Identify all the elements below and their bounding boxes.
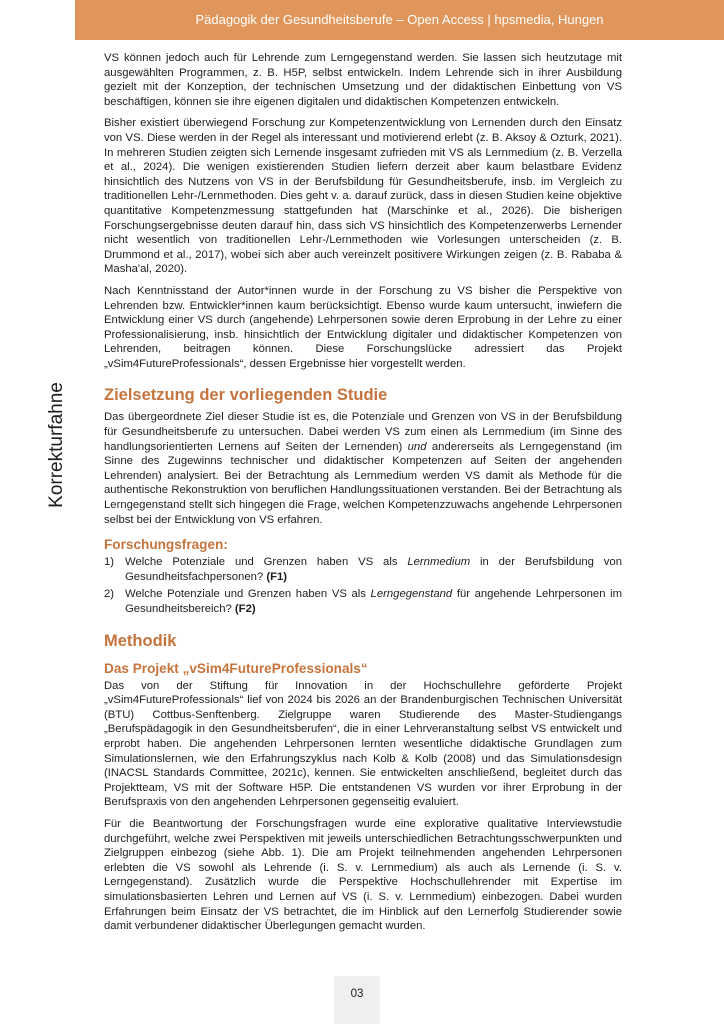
paragraph-4-und: und bbox=[407, 440, 427, 453]
question-emphasis: Lerngegenstand bbox=[370, 588, 453, 601]
paragraph-6: Für die Beantwortung der Forschungsfragen wurde eine explorative qualitative Interviewstudie durchgeführt, welche zwei Perspektiven mit jeweils unterschiedlichen Betrachtungsschwerpunkten und Zielgruppen einbezog (siehe Abb. 1). Die am Projekt teilnehmenden angehenden Lehrpersonen erlebten die VS sowohl als Lehrende (i. S. v. Lernmedium) als auch als Lernende (i. S. v. Lerngegenstand). Zusätzlich wurde die Perspektive Hochschullehrender mit Expertise im simulationsbasierten Lehren und Lernen auf VS (i. S. v. Lernmedium) einbezogen. Dabei wurden Erfahrungen beim Einsatz der VS betrachtet, die im Hinblick auf den Lernerfolg Studierender sowie damit verbundener didaktischer Überlegungen gemacht wurden. bbox=[104, 817, 622, 933]
question-number: 1) bbox=[104, 556, 115, 569]
side-tab bbox=[44, 370, 70, 520]
paragraph-3: Nach Kenntnisstand der Autor*innen wurde in der Forschung zu VS bisher die Perspektive von Lehrenden bzw. Entwickler*innen kaum berücksichtigt. Ebenso wurde kaum untersucht, inwiefern die Entwicklung einer VS durch (angehende) Lehrpersonen sowie deren Erprobung in der Lehre zu einer Professionalisierung, insb. hinsichtlich der Entwicklung digitaler und didaktischer Kompetenzen von Lehrenden, beitragen können. Diese Forschungslücke adressiert das Projekt „vSim4FutureProfessionals“, dessen Ergebnisse hier vorgestellt werden. bbox=[104, 284, 622, 370]
research-question bbox=[104, 555, 622, 584]
question-emphasis: Lernmedium bbox=[407, 556, 471, 569]
question-tag: (F2) bbox=[234, 603, 256, 615]
paragraph-4 bbox=[104, 410, 622, 527]
paragraph-4-part-b: andererseits als Lerngegenstand (im Sinne des Zugewinns technischer und didaktischer Kompetenzen auf Seiten der angehenden Lehrenden) analysiert. Bei der Betrachtung als Lernmedium werden VS damit als Methode für die authentische Rekonstruktion von beruflichen Handlungssituationen verstanden. Bei der Betrachtung als Lerngegenstand stellt sich hingegen die Frage, welchen Kompetenzzuwachs angehende Lehrpersonen selbst bei der Entwicklung von VS erfahren. bbox=[104, 440, 622, 526]
running-title: Pädagogik der Gesundheitsberufe – Open Access | hpsmedia, Hungen bbox=[195, 12, 604, 27]
paragraph-2: Bisher existiert überwiegend Forschung zur Kompetenzentwicklung von Lernenden durch den Einsatz von VS. Diese werden in der Regel als interessant und motivierend erlebt (z. B. Aksoy & Ozturk, 2021). In mehreren Studien zeigten sich Lernende insgesamt zufrieden mit VS als Lernmedium (z. B. Verzella et al., 2024). Die wenigen existierenden Studien liefern derzeit aber kaum belastbare Evidenz hinsichtlich des Nutzens von VS in der Berufsbildung für Gesundheitsberufe, insb. im Vergleich zu traditionellen Lehr-/Lernmethoden. Dies geht v. a. darauf zurück, dass in diesen Studien keine objektive quantitative Kompetenzmessung stattgefunden hat (Marschinke et al., 2026). Die bisherigen Forschungsergebnisse deuten darauf hin, dass sich VS hinsichtlich des Kompetenzerwerbs Lernender nicht wesentlich von traditionellen Lehr-/Lernmethoden wie Vorlesungen unterscheiden (z. B. Drummond et al., 2017), wobei sich aber auch vereinzelt positivere Wirkungen zeigen (z. B. Rababa & Masha'al, 2020). bbox=[104, 117, 622, 276]
research-question bbox=[104, 587, 622, 616]
heading-forschungsfragen: Forschungsfragen: bbox=[104, 537, 228, 553]
heading-methodik: Methodik bbox=[104, 631, 177, 650]
running-header bbox=[75, 0, 724, 40]
question-text-post: für angehende Lehrpersonen im Gesundheitsbereich? bbox=[125, 588, 622, 615]
heading-zielsetzung: Zielsetzung der vorliegenden Studie bbox=[104, 386, 388, 405]
page-number bbox=[334, 976, 380, 1024]
question-tag: (F1) bbox=[266, 570, 288, 583]
research-questions-list bbox=[104, 555, 622, 616]
article-body bbox=[104, 51, 622, 941]
page-number-label: 03 bbox=[350, 988, 364, 1000]
question-text-pre: Welche Potenziale und Grenzen haben VS als bbox=[125, 556, 398, 569]
question-text-post: in der Berufsbildung von Gesundheitsfachpersonen? bbox=[125, 556, 622, 583]
paragraph-1: VS können jedoch auch für Lehrende zum Lerngegenstand werden. Sie lassen sich heutzutage mit ausgewählten Programmen, z. B. H5P, selbst entwickeln. Indem Lehrende sich in ihrer Ausbildung gezielt mit der Konzeption, der technischen Umsetzung und der didaktischen Einbettung von VS beschäftigen, können sie ihre eigenen digitalen und didaktischen Kompetenzen entwickeln. bbox=[104, 52, 622, 108]
question-number: 2) bbox=[104, 588, 115, 601]
heading-projekt: Das Projekt „vSim4FutureProfessionals“ bbox=[104, 660, 368, 676]
question-text-pre: Welche Potenziale und Grenzen haben VS als bbox=[125, 588, 366, 601]
paragraph-5: Das von der Stiftung für Innovation in der Hochschullehre geförderte Projekt „vSim4FutureProfessionals“ lief von 2024 bis 2026 an der Brandenburgischen Technischen Universität (BTU) Cottbus-Senftenberg. Zielgruppe waren Studierende des Master-Studiengangs „Berufspädagogik in den Gesundheitsberufen“, die in einer Lehrveranstaltung selbst VS entwickelt und erprobt haben. Die angehenden Lehrpersonen lernten wesentliche didaktische Grundlagen zum Simulationslernen, wie den Erfahrungszyklus nach Kolb & Kolb (2008) und das Simulationsdesign (INACSL Standards Committee, 2021c), kennen. Sie entwickelten anschließend, begleitet durch das Projektteam, VS mit der Software H5P. Die entstandenen VS wurden vor ihrer Erprobung in der Berufspraxis von den angehenden Lehrpersonen gegenseitig evaluiert. bbox=[104, 679, 622, 809]
paragraph-4-part-a: Das übergeordnete Ziel dieser Studie ist es, die Potenziale und Grenzen von VS in der Berufsbildung für Gesundheitsberufe zu untersuchen. Dabei werden VS zum einen als Lernmedium (im Sinne des handlungsorientierten Lernens auf Seiten der Lernenden) bbox=[104, 411, 622, 453]
side-tab-label: Korrekturfahne bbox=[46, 382, 67, 508]
